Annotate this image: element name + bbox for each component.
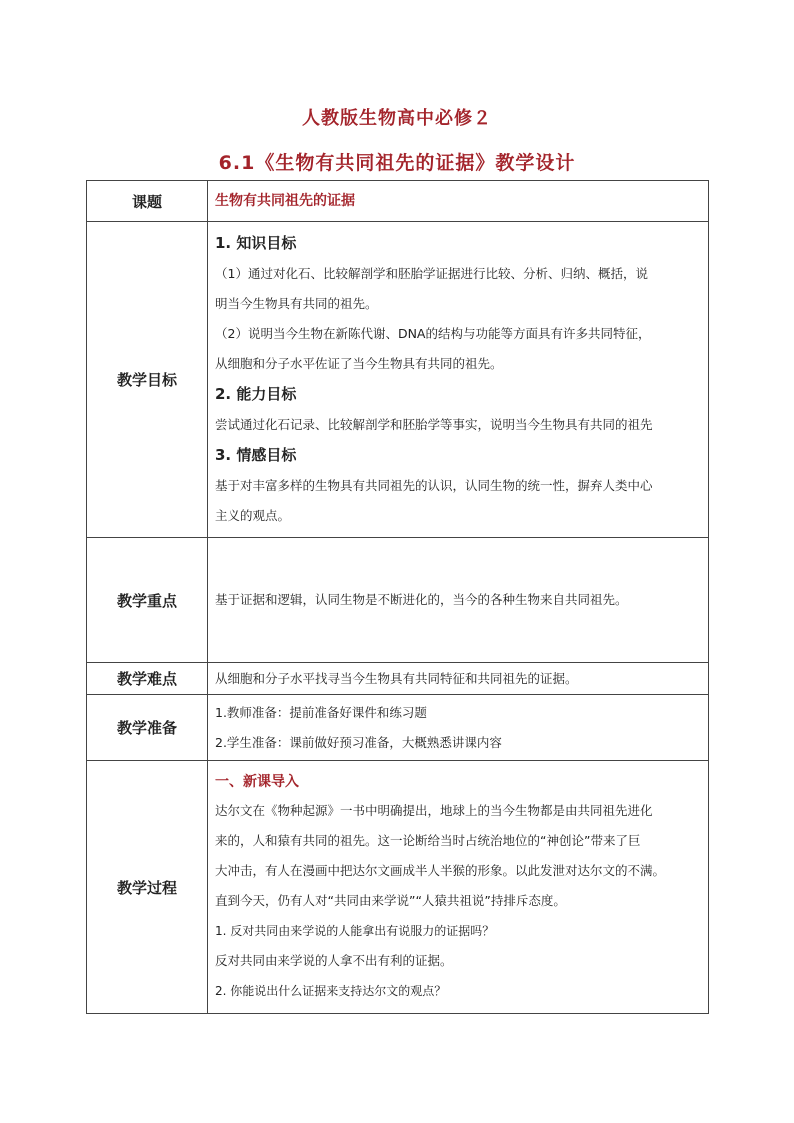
knowledge-2a: （2）说明当今生物在新陈代谢、DNA的结构与功能等方面具有许多共同特征， — [215, 326, 651, 341]
label-preparation: 教学准备 — [87, 695, 208, 761]
lesson-plan-table — [86, 180, 709, 1014]
knowledge-1b: 明当今生物具有共同的祖先。 — [215, 296, 378, 311]
label-topic: 课题 — [87, 181, 208, 222]
knowledge-2b: 从细胞和分子水平佐证了当今生物具有共同的祖先。 — [215, 356, 503, 371]
process-answer1: 反对共同由来学说的人拿不出有利的证据。 — [215, 953, 453, 968]
knowledge-heading: 1. 知识目标 — [215, 234, 297, 252]
emotion-heading: 3. 情感目标 — [215, 446, 297, 464]
label-goals: 教学目标 — [87, 222, 208, 538]
process-content — [208, 761, 709, 1014]
row-preparation — [87, 695, 709, 761]
process-line3: 大冲击，有人在漫画中把达尔文画成半人半猴的形象。以此发泄对达尔文的不满。 — [215, 863, 666, 878]
emotion-a: 基于对丰富多样的生物具有共同祖先的认识，认同生物的统一性，摒弃人类中心 — [215, 478, 653, 493]
teacher-prep: 1.教师准备：提前准备好课件和练习题 — [215, 704, 427, 720]
label-difficulties: 教学难点 — [87, 663, 208, 695]
process-line4: 直到今天，仍有人对“共同由来学说”“人猿共祖说”持排斥态度。 — [215, 893, 566, 908]
process-question2: 2. 你能说出什么证据来支持达尔文的观点？ — [215, 984, 447, 998]
topic-value — [208, 181, 709, 222]
emotion-b: 主义的观点。 — [215, 508, 291, 523]
label-key-points: 教学重点 — [87, 538, 208, 663]
ability-heading: 2. 能力目标 — [215, 385, 297, 403]
knowledge-1a: （1）通过对化石、比较解剖学和胚胎学证据进行比较、分析、归纳、概括，说 — [215, 266, 648, 281]
document-title: 人教版生物高中必修２ — [302, 108, 492, 129]
difficulties-text: 从细胞和分子水平找寻当今生物具有共同特征和共同祖先的证据。 — [208, 663, 709, 695]
row-difficulties — [87, 663, 709, 695]
topic-text: 生物有共同祖先的证据 — [215, 193, 355, 209]
student-prep: 2.学生准备：课前做好预习准备，大概熟悉讲课内容 — [215, 734, 502, 750]
lesson-title: 6.1《生物有共同祖先的证据》教学设计 — [218, 152, 576, 174]
process-line1: 达尔文在《物种起源》一书中明确提出，地球上的当今生物都是由共同祖先进化 — [215, 803, 653, 818]
row-key-points — [87, 538, 709, 663]
label-process: 教学过程 — [87, 761, 208, 1014]
ability-text: 尝试通过化石记录、比较解剖学和胚胎学等事实，说明当今生物具有共同的祖先 — [215, 417, 653, 432]
goals-content — [208, 222, 709, 538]
key-points-text: 基于证据和逻辑，认同生物是不断进化的，当今的各种生物来自共同祖先。 — [208, 538, 709, 663]
process-section-heading: 一、新课导入 — [215, 774, 299, 790]
process-line2: 来的，人和猿有共同的祖先。这一论断给当时占统治地位的“神创论”带来了巨 — [215, 833, 641, 848]
preparation-content — [208, 695, 709, 761]
process-question1: 1. 反对共同由来学说的人能拿出有说服力的证据吗？ — [215, 924, 495, 938]
row-topic — [87, 181, 709, 222]
row-process — [87, 761, 709, 1014]
row-goals — [87, 222, 709, 538]
